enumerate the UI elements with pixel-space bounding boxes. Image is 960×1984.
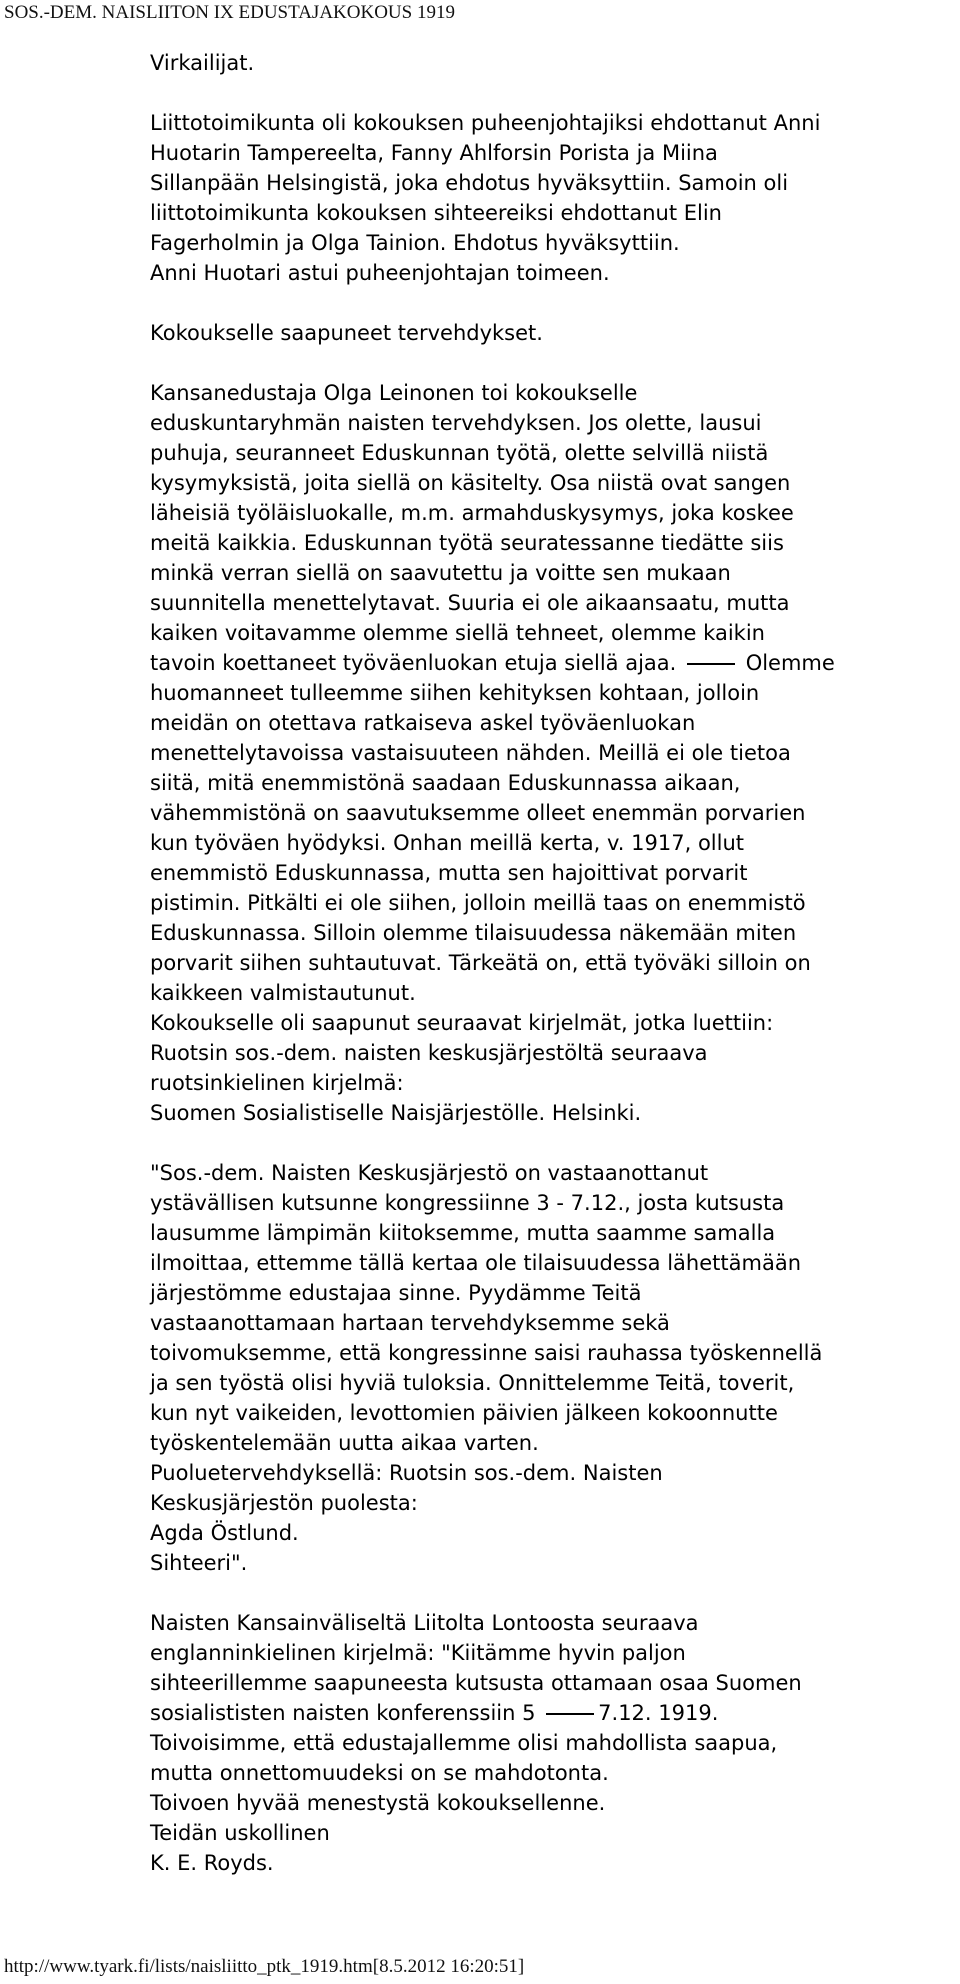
em-dash xyxy=(687,663,735,665)
paragraph-officials: Liittotoimikunta oli kokouksen puheenjohtajiksi ehdottanut Anni Huotarin Tampereelta, Fanny Ahlforsin Porista ja Miina Sillanpään Helsingistä, joka ehdotus hyväksyttiin. Samoin oli liittotoimikunta kokouksen sihteereiksi ehdottanut Elin Fagerholmin ja Olga Tainion. Ehdotus hyväksyttiin. Anni Huotari astui puheenjohtajan toimeen. xyxy=(150,111,821,285)
em-dash xyxy=(546,1713,594,1715)
section-heading-greetings: Kokoukselle saapuneet tervehdykset. xyxy=(150,321,543,345)
section-heading-officials: Virkailijat. xyxy=(150,51,255,75)
page-footer-url: http://www.tyark.fi/lists/naisliitto_ptk_1919.htm[8.5.2012 16:20:51] xyxy=(4,1956,525,1977)
paragraph-leinonen-part1: Kansanedustaja Olga Leinonen toi kokoukselle eduskuntaryhmän naisten tervehdyksen. Jos olette, lausui puhuja, seuranneet Eduskunnan työtä, olette selvillä niistä kysymyksistä, joita siellä on käsitelty. Osa niistä ovat sangen läheisiä työläisluokalle, m.m. armahduskysymys, joka koskee meitä kaikkia. Eduskunnan työtä seuratessanne tiedätte siis minkä verran siellä on saavutettu ja voitte sen mukaan suunnitella menettelytavat. Suuria ei ole aikaansaatu, mutta kaiken voitavamme olemme siellä tehneet, olemme kaikin tavoin koettaneet työväenluokan etuja siellä ajaa. xyxy=(150,381,794,675)
document-body xyxy=(150,48,950,1878)
page-header: SOS.-DEM. NAISLIITON IX EDUSTAJAKOKOUS 1919 xyxy=(4,2,455,23)
letter-sweden: "Sos.-dem. Naisten Keskusjärjestö on vastaanottanut ystävällisen kutsunne kongressiinne 3 - 7.12., josta kutsusta lausumme lämpimän kiitoksemme, mutta saamme samalla ilmoittaa, ettemme tällä kertaa ole tilaisuudessa lähettämään järjestömme edustajaa sinne. Pyydämme Teitä vastaanottamaan hartaan tervehdyksemme sekä toivomuksemme, että kongressinne saisi rauhassa työskennellä ja sen työstä olisi hyviä tuloksia. Onnittelemme Teitä, toverit, kun nyt vaikeiden, levottomien päivien jälkeen kokoonnutte työskentelemään uutta aikaa varten. Puoluetervehdyksellä: Ruotsin sos.-dem. Naisten Keskusjärjestön puolesta: Agda Östlund. Sihteeri". xyxy=(150,1161,823,1575)
letter-london xyxy=(150,1608,950,1878)
paragraph-leinonen xyxy=(150,378,950,1128)
letter-london-part1: Naisten Kansainväliseltä Liitolta Lontoosta seuraava englanninkielinen kirjelmä: "Kiitämme hyvin paljon sihteerillemme saapuneesta kutsusta ottamaan osaa Suomen sosialististen naisten konferenssiin 5 xyxy=(150,1611,802,1725)
paragraph-leinonen-part2: Olemme huomanneet tulleemme siihen kehityksen kohtaan, jolloin meidän on otettava ratkaiseva askel työväenluokan menettelytavoissa vastaisuuteen nähden. Meillä ei ole tietoa siitä, mitä enemmistönä saadaan Eduskunnassa aikaan, vähemmistönä on saavutuksemme olleet enemmän porvarien kun työväen hyödyksi. Onhan meillä kerta, v. 1917, ollut enemmistö Eduskunnassa, mutta sen hajoittivat porvarit pistimin. Pitkälti ei ole siihen, jolloin meillä taas on enemmistö Eduskunnassa. Silloin olemme tilaisuudessa näkemään miten porvarit siihen suhtautuvat. Tärkeätä on, että työväki silloin on kaikkeen valmistautunut. Kokoukselle oli saapunut seuraavat kirjelmät, jotka luettiin: Ruotsin sos.-dem. naisten keskusjärjestöltä seuraava ruotsinkielinen kirjelmä: Suomen Sosialistiselle Naisjärjestölle. Helsinki. xyxy=(150,651,835,1125)
letter-london-part2: 7.12. 1919. Toivoisimme, että edustajallemme olisi mahdollista saapua, mutta onnettomuudeksi on se mahdotonta. Toivoen hyvää menestystä kokouksellenne. Teidän uskollinen K. E. Royds. xyxy=(150,1701,778,1875)
